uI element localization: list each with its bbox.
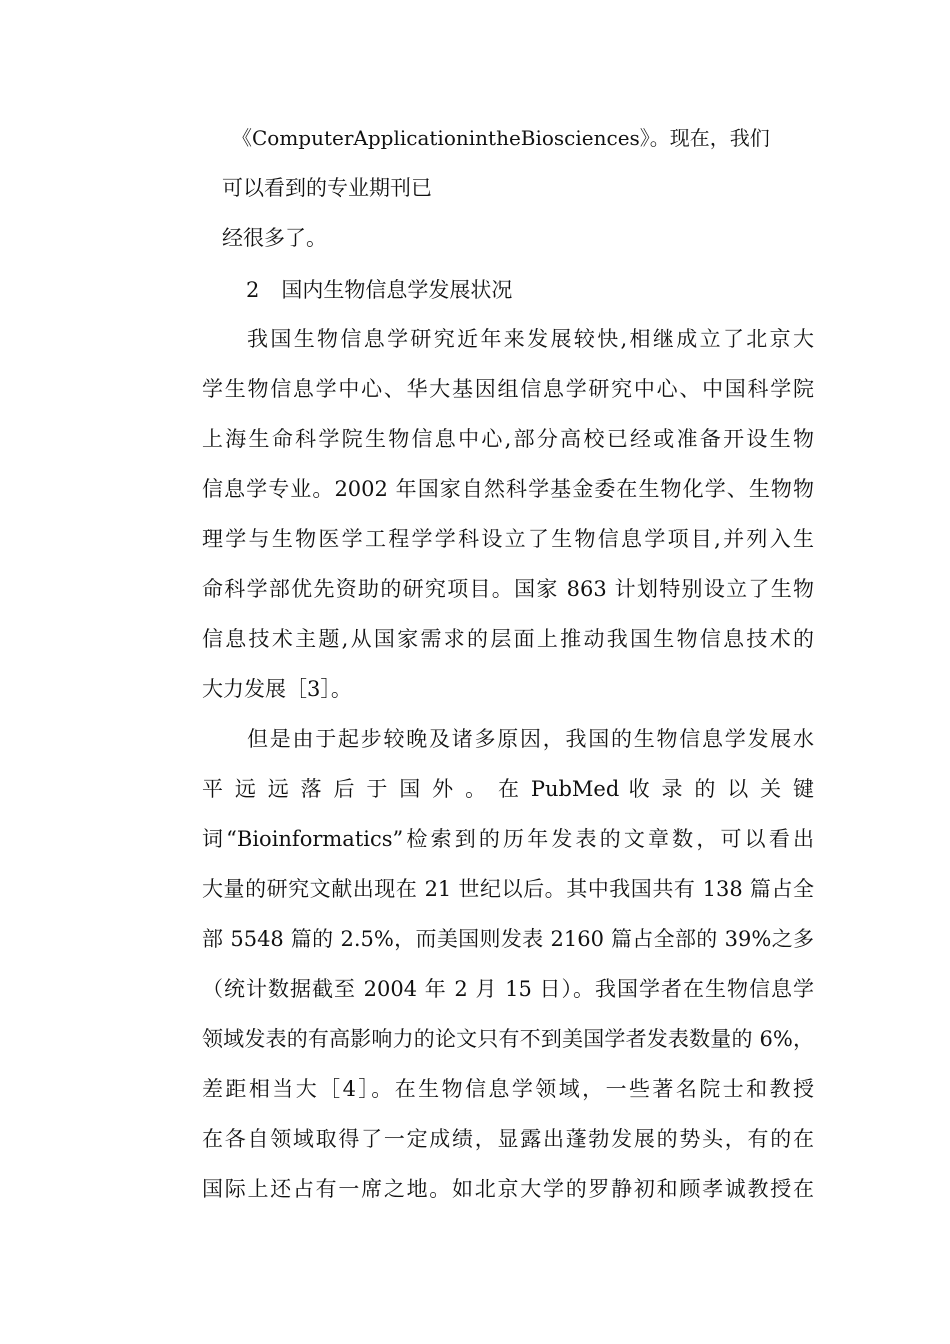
paragraph-line: 理学与生物医学工程学学科设立了生物信息学项目,并列入生: [202, 527, 814, 551]
paragraph-line: 国际上还占有一席之地。如北京大学的罗静初和顾孝诚教授在: [202, 1177, 814, 1201]
paragraph-line: 学生物信息学中心、华大基因组信息学研究中心、中国科学院: [202, 377, 814, 401]
text-line: 《ComputerApplicationintheBiosciences》。现在，我们: [232, 126, 770, 150]
paragraph-line: 大量的研究文献出现在 21 世纪以后。其中我国共有 138 篇占全: [202, 877, 814, 901]
paragraph-line: 命科学部优先资助的研究项目。国家 863 计划特别设立了生物: [202, 577, 814, 601]
paragraph-line: 信息技术主题,从国家需求的层面上推动我国生物信息技术的: [202, 627, 814, 651]
paragraph-line: 大力发展［3］。: [202, 677, 352, 701]
paragraph-line: 部 5548 篇的 2.5%，而美国则发表 2160 篇占全部的 39%之多: [202, 927, 814, 951]
paragraph-line: 但是由于起步较晚及诸多原因，我国的生物信息学发展水: [247, 727, 814, 751]
paragraph-line: 信息学专业。2002 年国家自然科学基金委在生物化学、生物物: [202, 477, 814, 501]
section-number: 2: [246, 278, 260, 302]
paragraph-line: 我国生物信息学研究近年来发展较快,相继成立了北京大: [247, 327, 814, 351]
paragraph-line: 差距相当大［4］。在生物信息学领域，一些著名院士和教授: [202, 1077, 814, 1101]
paragraph-line: 词“Bioinformatics”检索到的历年发表的文章数，可以看出: [202, 827, 814, 851]
paragraph-line: 在各自领域取得了一定成绩，显露出蓬勃发展的势头，有的在: [202, 1127, 814, 1151]
text-line: 可以看到的专业期刊已: [222, 176, 432, 200]
section-title: 国内生物信息学发展状况: [281, 278, 513, 302]
text-line: 经很多了。: [222, 226, 327, 250]
section-heading: [246, 276, 512, 304]
paragraph-line: 上海生命科学院生物信息中心,部分高校已经或准备开设生物: [202, 427, 814, 451]
paragraph-line: 领域发表的有高影响力的论文只有不到美国学者发表数量的 6%，: [202, 1027, 814, 1051]
paragraph-line: （统计数据截至 2004 年 2 月 15 日）。我国学者在生物信息学: [202, 977, 814, 1001]
paragraph-line: 平 远 远 落 后 于 国 外 。 在 PubMed 收 录 的 以 关 键: [202, 777, 814, 801]
